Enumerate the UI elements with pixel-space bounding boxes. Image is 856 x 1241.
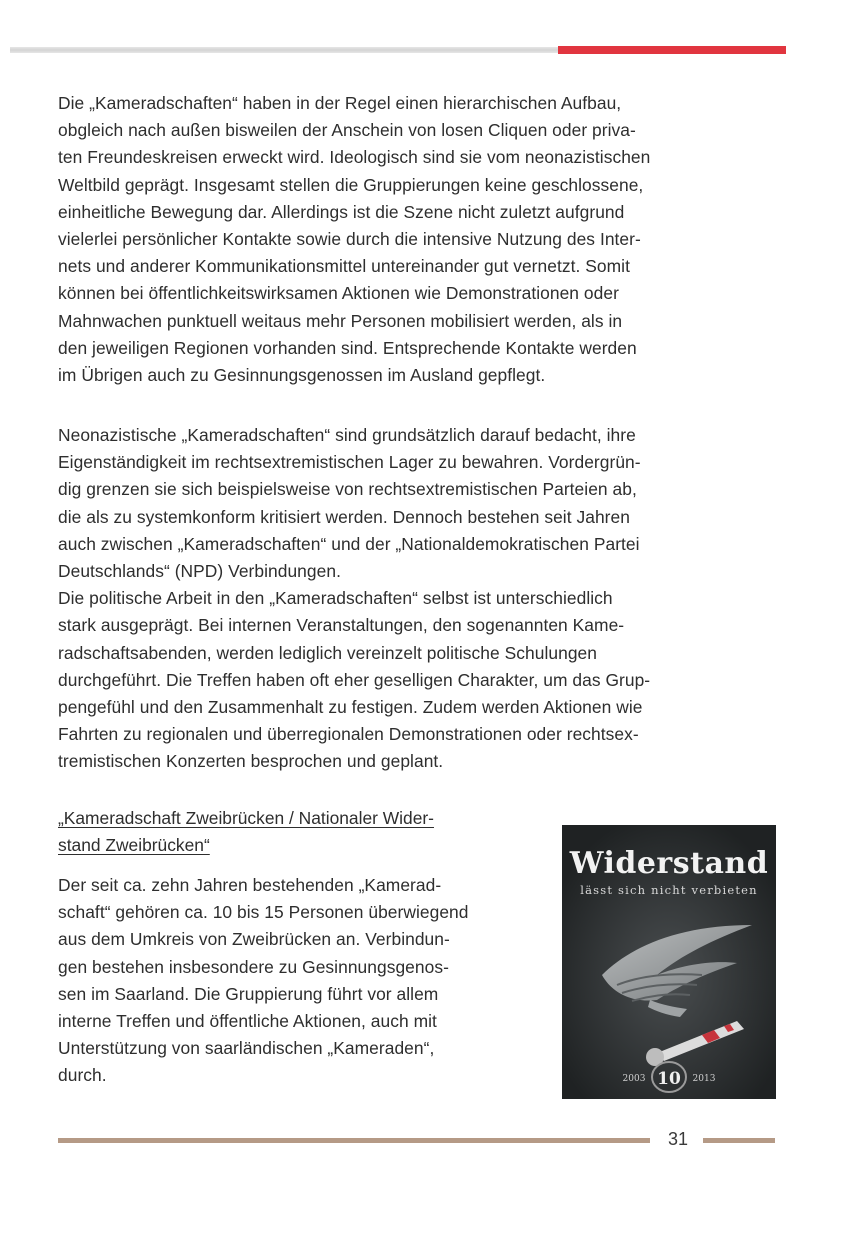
text-line: auch zwischen „Kameradschaften“ und der „Nationaldemokratischen Partei	[58, 533, 640, 554]
text-line: aus dem Umkreis von Zweibrücken an. Verbindun-	[58, 929, 450, 950]
text-line: können bei öffentlichkeitswirksamen Aktionen wie Demonstrationen oder	[58, 283, 619, 304]
text-line: stark ausgeprägt. Bei internen Veranstaltungen, den sogenannten Kame-	[58, 615, 625, 636]
text-line: gen bestehen insbesondere zu Gesinnungsgenos-	[58, 956, 449, 977]
section-heading-line: stand Zweibrücken“	[58, 835, 210, 856]
text-line: nets und anderer Kommunikationsmittel untereinander gut vernetzt. Somit	[58, 256, 630, 277]
text-line: Der seit ca. zehn Jahren bestehenden „Kamerad-	[58, 875, 442, 895]
text-line: schaft“ gehören ca. 10 bis 15 Personen überwiegend	[58, 902, 469, 923]
text-line: ten Freundeskreisen erweckt wird. Ideologisch sind sie vom neonazistischen	[58, 147, 651, 168]
text-line: vielerlei persönlicher Kontakte sowie durch die intensive Nutzung des Inter-	[58, 229, 641, 250]
text-line: einheitliche Bewegung dar. Allerdings ist die Szene nicht zuletzt aufgrund	[58, 201, 625, 222]
paragraph-hierarchy	[58, 90, 772, 389]
text-line: Neonazistische „Kameradschaften“ sind grundsätzlich darauf bedacht, ihre	[58, 425, 636, 445]
poster-year-right: 2013	[692, 1074, 716, 1084]
text-line: im Übrigen auch zu Gesinnungsgenossen im Ausland gepflegt.	[58, 365, 546, 386]
paragraph-independence	[58, 422, 772, 776]
text-line: Die politische Arbeit in den „Kameradschaften“ selbst ist unterschiedlich	[58, 588, 613, 609]
section-heading	[58, 805, 538, 859]
text-line: Unterstützung von saarländischen „Kameraden“,	[58, 1038, 435, 1059]
poster-title: Widerstand	[569, 846, 769, 881]
poster-badge: 10	[657, 1069, 681, 1089]
text-line: Eigenständigkeit im rechtsextremistischen Lager zu bewahren. Vordergrün-	[58, 452, 641, 473]
poster-subtitle: lässt sich nicht verbieten	[580, 883, 758, 897]
section-heading-line: „Kameradschaft Zweibrücken / Nationaler Wider-	[58, 808, 434, 828]
text-line: den jeweiligen Regionen vorhanden sind. Entsprechende Kontakte werden	[58, 337, 637, 358]
text-line: Deutschlands“ (NPD) Verbindungen.	[58, 561, 341, 582]
top-rule-red	[558, 46, 786, 54]
paragraph-zweibruecken	[58, 872, 548, 1090]
text-line: Mahnwachen punktuell weitaus mehr Personen mobilisiert werden, als in	[58, 310, 623, 331]
text-line: interne Treffen und öffentliche Aktionen, auch mit	[58, 1011, 437, 1032]
text-line: Fahrten zu regionalen und überregionalen Demonstrationen oder rechtsex-	[58, 724, 639, 745]
text-line: obgleich nach außen bisweilen der Anschein von losen Cliquen oder priva-	[58, 120, 636, 141]
text-line: Weltbild geprägt. Insgesamt stellen die Gruppierungen keine geschlossene,	[58, 174, 644, 195]
text-line: pengefühl und den Zusammenhalt zu festigen. Zudem werden Aktionen wie	[58, 697, 643, 718]
bottom-rule-right	[703, 1138, 775, 1143]
page-number: 31	[667, 1129, 689, 1149]
top-rule-grey	[10, 47, 558, 53]
text-line: die als zu systemkonform kritisiert werden. Dennoch bestehen seit Jahren	[58, 506, 630, 527]
poster-image	[562, 825, 776, 1099]
text-line: tremistischen Konzerten besprochen und geplant.	[58, 751, 444, 772]
text-line: dig grenzen sie sich beispielsweise von rechtsextremistischen Parteien ab,	[58, 479, 637, 500]
text-line: durch.	[58, 1065, 107, 1086]
poster-year-left: 2003	[622, 1074, 646, 1084]
text-line: durchgeführt. Die Treffen haben oft eher geselligen Charakter, um das Grup-	[58, 669, 651, 690]
text-line: radschaftsabenden, werden lediglich vereinzelt politische Schulungen	[58, 642, 597, 663]
bottom-rule-left	[58, 1138, 650, 1143]
text-line: sen im Saarland. Die Gruppierung führt vor allem	[58, 983, 439, 1004]
text-line: Die „Kameradschaften“ haben in der Regel einen hierarchischen Aufbau,	[58, 93, 622, 113]
